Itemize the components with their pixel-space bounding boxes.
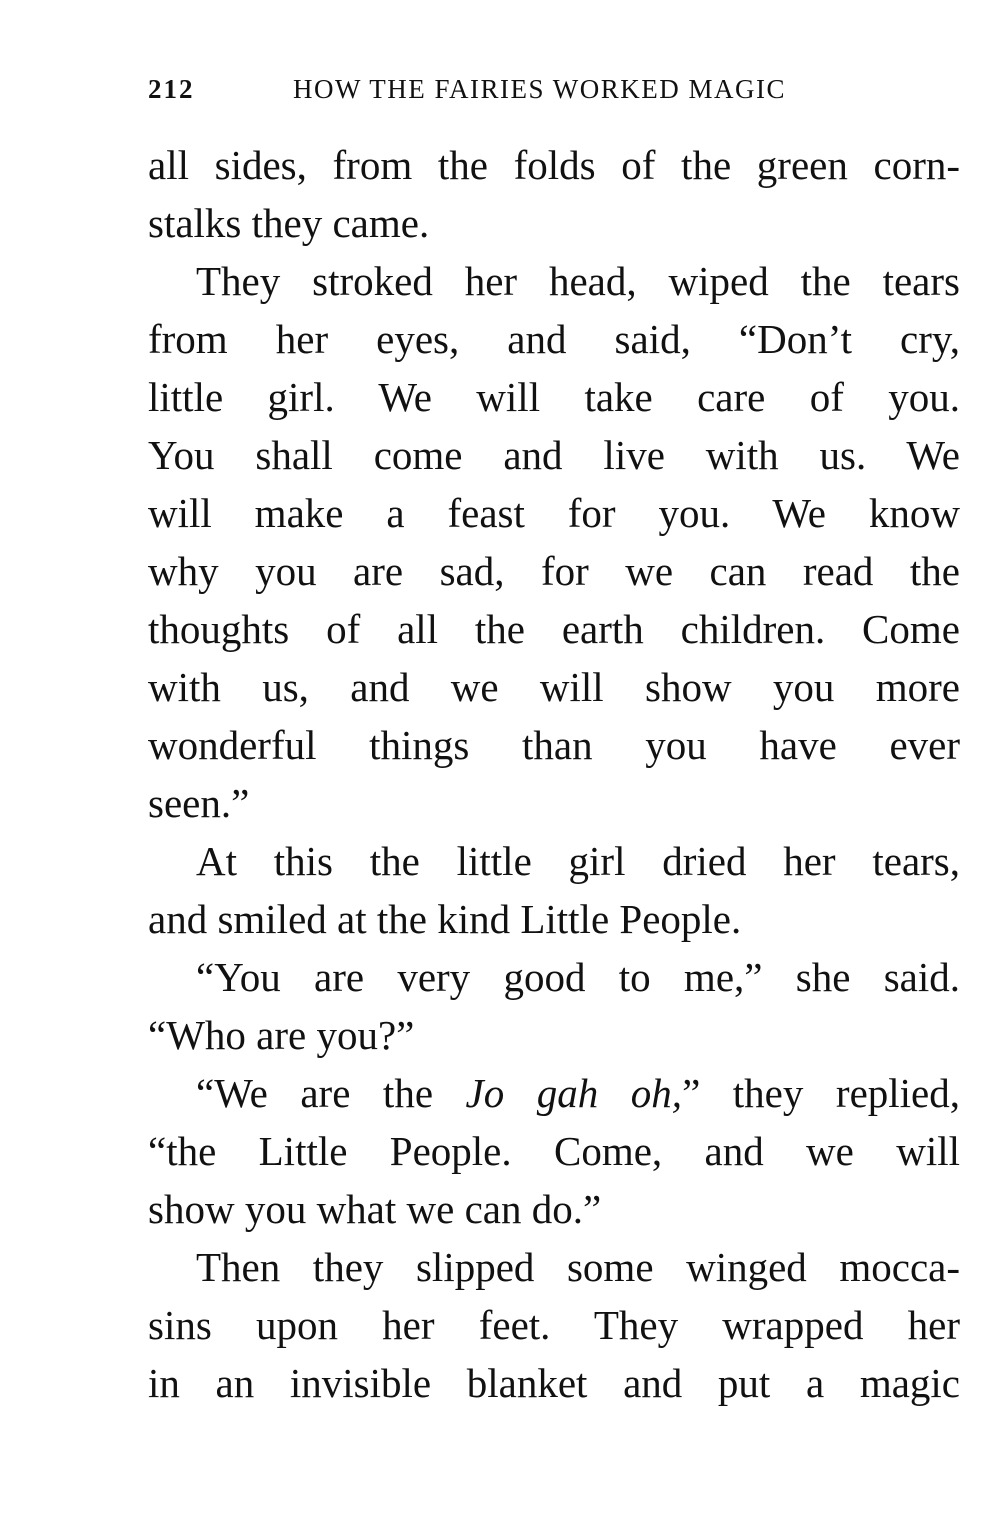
text-line-7: will make a feast for you. We know xyxy=(148,490,960,536)
text-line-9: thoughts of all the earth children. Come xyxy=(148,606,960,652)
text-line-2: stalks they came. xyxy=(148,200,430,246)
text-line-1: all sides, from the folds of the green corn- xyxy=(148,142,960,188)
page-number: 212 xyxy=(148,74,195,104)
text-line-11: wonderful things than you have ever xyxy=(148,722,960,768)
running-title: HOW THE FAIRIES WORKED MAGIC xyxy=(293,74,786,104)
text-line-14: and smiled at the kind Little People. xyxy=(148,896,742,942)
text-line-6: You shall come and live with us. We xyxy=(148,432,960,478)
text-line-4: from her eyes, and said, “Don’t cry, xyxy=(148,316,960,362)
text-line-17-after: ” they replied, xyxy=(682,1070,960,1116)
text-line-10: with us, and we will show you more xyxy=(148,664,960,710)
body-text xyxy=(148,136,960,1412)
text-line-20: Then they slipped some winged mocca- xyxy=(196,1244,960,1290)
text-line-15: “You are very good to me,” she said. xyxy=(196,954,960,1000)
text-line-3: They stroked her head, wiped the tears xyxy=(196,258,960,304)
text-line-17-before: “We are the xyxy=(196,1070,466,1116)
text-line-19: show you what we can do.” xyxy=(148,1186,602,1232)
text-line-18: “the Little People. Come, and we will xyxy=(148,1128,960,1174)
text-line-17 xyxy=(148,1064,960,1122)
text-line-5: little girl. We will take care of you. xyxy=(148,374,960,420)
text-line-21: sins upon her feet. They wrapped her xyxy=(148,1302,960,1348)
text-line-22: in an invisible blanket and put a magic xyxy=(148,1360,960,1406)
jo-gah-oh-italic: Jo gah oh, xyxy=(465,1070,683,1116)
running-head xyxy=(148,74,960,110)
text-line-16: “Who are you?” xyxy=(148,1012,415,1058)
text-line-13: At this the little girl dried her tears, xyxy=(196,838,960,884)
text-line-12: seen.” xyxy=(148,780,250,826)
text-line-8: why you are sad, for we can read the xyxy=(148,548,960,594)
